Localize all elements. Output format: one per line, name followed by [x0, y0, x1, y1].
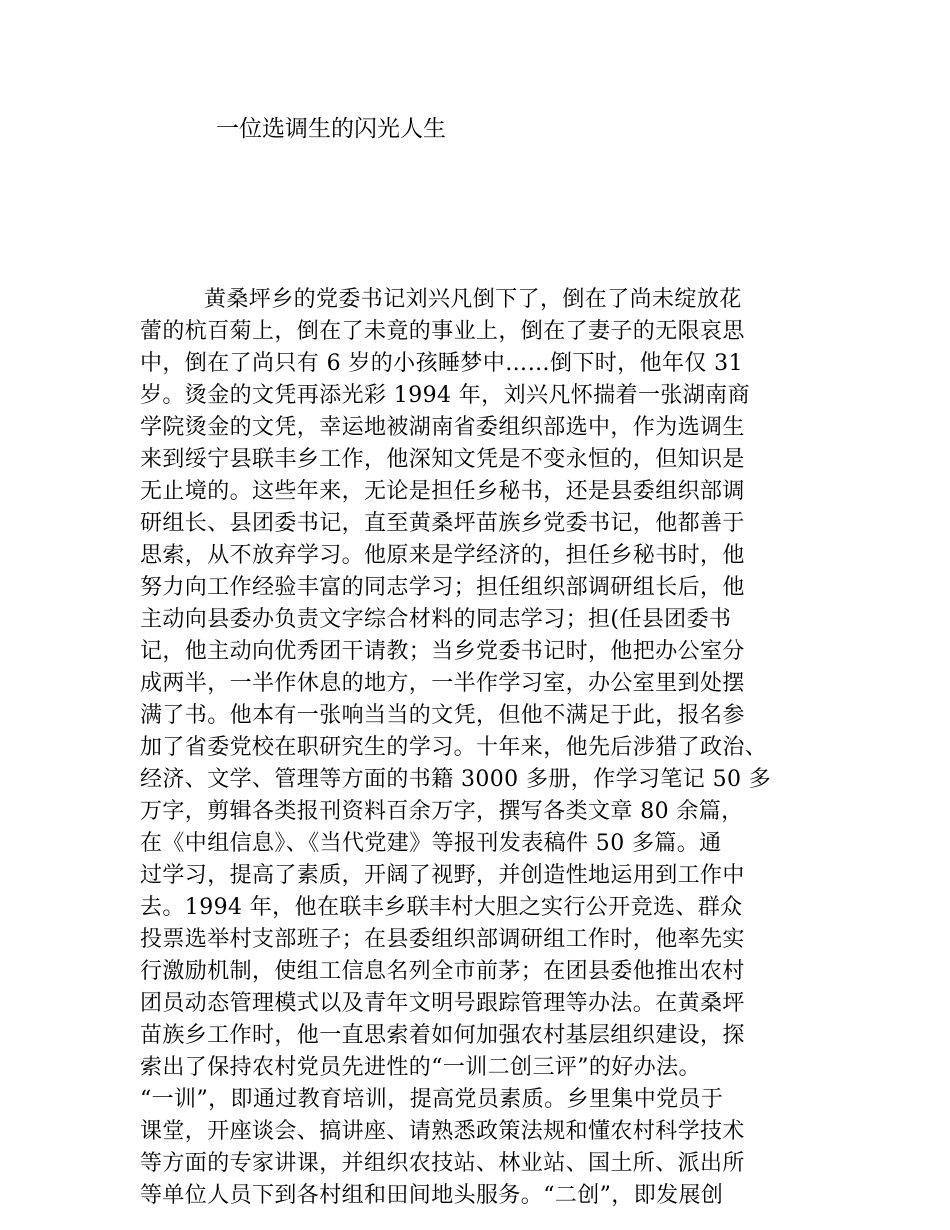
body-line: 无止境的。这些年来，无论是担任乡秘书，还是县委组织部调	[140, 479, 745, 504]
body-line: 过学习，提高了素质，开阔了视野，并创造性地运用到工作中	[140, 863, 745, 888]
body-line: 岁。烫金的文凭再添光彩 1994 年，刘兴凡怀揣着一张湖南商	[140, 383, 750, 408]
body-line: 等方面的专家讲课，并组织农技站、林业站、国土所、派出所	[140, 1151, 745, 1176]
body-line: 蕾的杭百菊上，倒在了未竟的事业上，倒在了妻子的无限哀思	[140, 319, 745, 344]
body-line: 行激励机制，使组工信息名列全市前茅；在团县委他推出农村	[140, 959, 745, 984]
body-line: 主动向县委办负责文字综合材料的同志学习；担(任县团委书	[140, 607, 732, 632]
body-line: 来到绥宁县联丰乡工作，他深知文凭是不变永恒的，但知识是	[140, 447, 745, 472]
body-line: 苗族乡工作时，他一直思索着如何加强农村基层组织建设，探	[140, 1023, 745, 1048]
body-line: 满了书。他本有一张响当当的文凭，但他不满足于此，报名参	[140, 703, 745, 728]
body-line: 索出了保持农村党员先进性的“一训二创三评”的好办法。	[140, 1055, 701, 1080]
body-line: 经济、文学、管理等方面的书籍 3000 多册，作学习笔记 50 多	[140, 767, 772, 792]
body-line: “一训”，即通过教育培训，提高党员素质。乡里集中党员于	[140, 1087, 724, 1112]
body-line: 学院烫金的文凭，幸运地被湖南省委组织部选中，作为选调生	[140, 415, 745, 440]
body-line: 思索，从不放弃学习。他原来是学经济的，担任乡秘书时，他	[140, 543, 745, 568]
body-line: 努力向工作经验丰富的同志学习；担任组织部调研组长后，他	[140, 575, 745, 600]
body-line: 团员动态管理模式以及青年文明号跟踪管理等办法。在黄桑坪	[140, 991, 745, 1016]
body-line: 记，他主动向优秀团干请教；当乡党委书记时，他把办公室分	[140, 639, 745, 664]
body-line: 在《中组信息》、《当代党建》等报刊发表稿件 50 多篇。通	[140, 831, 722, 856]
body-line: 黄桑坪乡的党委书记刘兴凡倒下了，倒在了尚未绽放花	[204, 287, 742, 312]
body-line: 等单位人员下到各村组和田间地头服务。“二创”，即发展创	[140, 1183, 724, 1208]
body-line: 万字，剪辑各类报刊资料百余万字，撰写各类文章 80 余篇，	[140, 799, 744, 824]
body-line: 成两半，一半作休息的地方，一半作学习室，办公室里到处摆	[140, 671, 745, 696]
body-line: 中，倒在了尚只有 6 岁的小孩睡梦中……倒下时，他年仅 31	[140, 351, 743, 376]
body-line: 去。1994 年，他在联丰乡联丰村大胆之实行公开竞选、群众	[140, 895, 743, 920]
article-title: 一位选调生的闪光人生	[216, 116, 446, 142]
body-line: 加了省委党校在职研究生的学习。十年来，他先后涉猎了政治、	[140, 735, 768, 760]
body-line: 课堂，开座谈会、搞讲座、请熟悉政策法规和懂农村科学技术	[140, 1119, 745, 1144]
body-line: 投票选举村支部班子；在县委组织部调研组工作时，他率先实	[140, 927, 745, 952]
article-body	[140, 284, 840, 1212]
body-line: 研组长、县团委书记，直至黄桑坪苗族乡党委书记，他都善于	[140, 511, 745, 536]
